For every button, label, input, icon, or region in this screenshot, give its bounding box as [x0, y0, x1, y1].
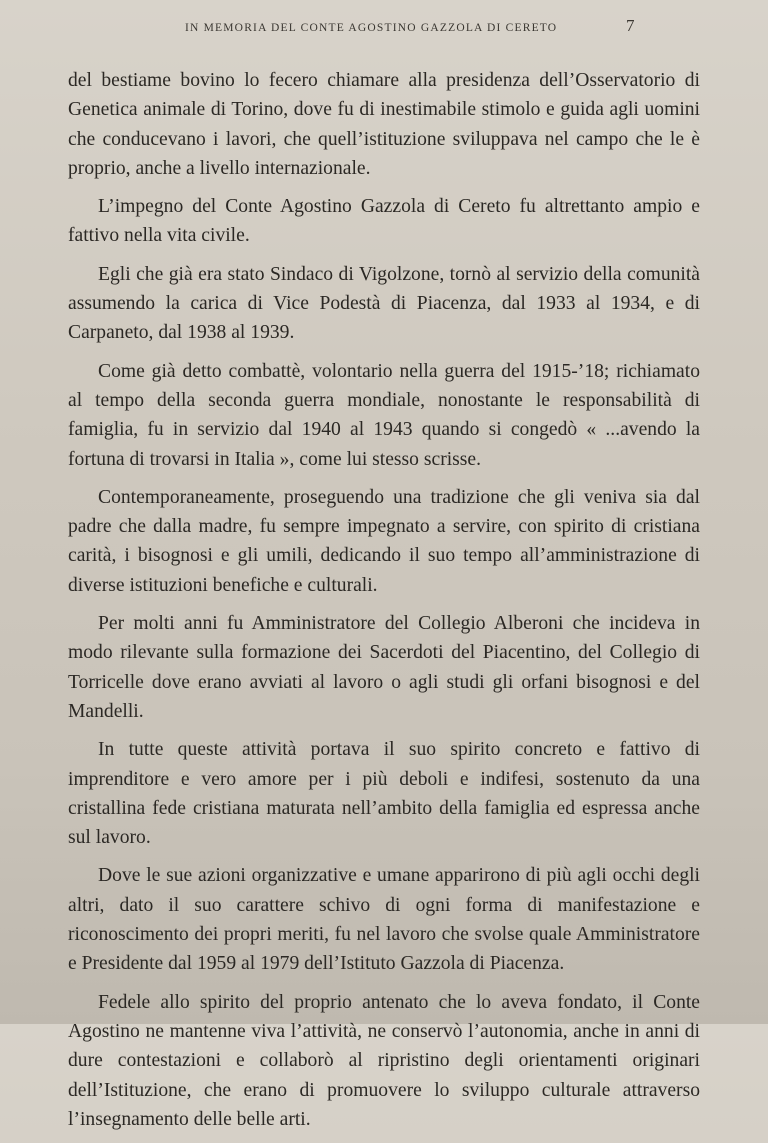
- paragraph: Per molti anni fu Amministratore del Collegio Alberoni che incideva in modo rilevante sulla formazione dei Sacerdoti del Piacentino, del Collegio di Torricelle dove erano avviati al lavoro o agli studi gli orfani bisognosi e del Mandelli.: [68, 613, 700, 722]
- paragraph: Fedele allo spirito del proprio antenato che lo aveva fondato, il Conte Agostino ne mantenne viva l’attività, ne conservò l’autonomia, anche in anni di dure contestazioni e collaborò al ripristino degli orientamenti originari dell’Istituzione, che erano di promuovere lo sviluppo culturale attraverso l’insegnamento delle belle arti.: [68, 991, 700, 1130]
- body-text: [68, 66, 700, 1143]
- paragraph: Dove le sue azioni organizzative e umane apparirono di più agli occhi degli altri, dato il suo carattere schivo di ogni forma di manifestazione e riconoscimento dei propri meriti, fu nel lavoro che svolse quale Amministratore e Presidente dal 1959 al 1979 dell’Istituto Gazzola di Piacenza.: [68, 865, 700, 975]
- paragraph: L’impegno del Conte Agostino Gazzola di Cereto fu altrettanto ampio e fattivo nella vita civile.: [68, 196, 700, 247]
- paragraph: Egli che già era stato Sindaco di Vigolzone, tornò al servizio della comunità assumendo la carica di Vice Podestà di Piacenza, dal 1933 al 1934, e di Carpaneto, dal 1938 al 1939.: [68, 263, 700, 344]
- paragraph: Contemporaneamente, proseguendo una tradizione che gli veniva sia dal padre che dalla madre, fu sempre impegnato a servire, con spirito di cristiana carità, i bisognosi e gli umili, dedicando il suo tempo all’amministrazione di diverse istituzioni benefiche e culturali.: [68, 486, 700, 596]
- paragraph: In tutte queste attività portava il suo spirito concreto e fattivo di imprenditore e vero amore per i più deboli e indifesi, sostenuto da una cristallina fede cristiana maturata nell’ambito della famiglia ed espressa anche sul lavoro.: [68, 739, 700, 849]
- running-head: IN MEMORIA DEL CONTE AGOSTINO GAZZOLA DI CERETO: [185, 22, 558, 34]
- paragraph: del bestiame bovino lo fecero chiamare alla presidenza dell’Osservatorio di Genetica animale di Torino, dove fu di inestimabile stimolo e guida agli uomini che conducevano i lavori, che quell’istituzione sviluppava nel campo che le è proprio, anche a livello internazionale.: [68, 70, 700, 179]
- paragraph: Come già detto combattè, volontario nella guerra del 1915-’18; richiamato al tempo della seconda guerra mondiale, nonostante le responsabilità di famiglia, fu in servizio dal 1940 al 1943 quando si congedò « ...avendo la fortuna di trovarsi in Italia », come lui stesso scrisse.: [68, 360, 700, 470]
- page-number: 7: [626, 16, 635, 35]
